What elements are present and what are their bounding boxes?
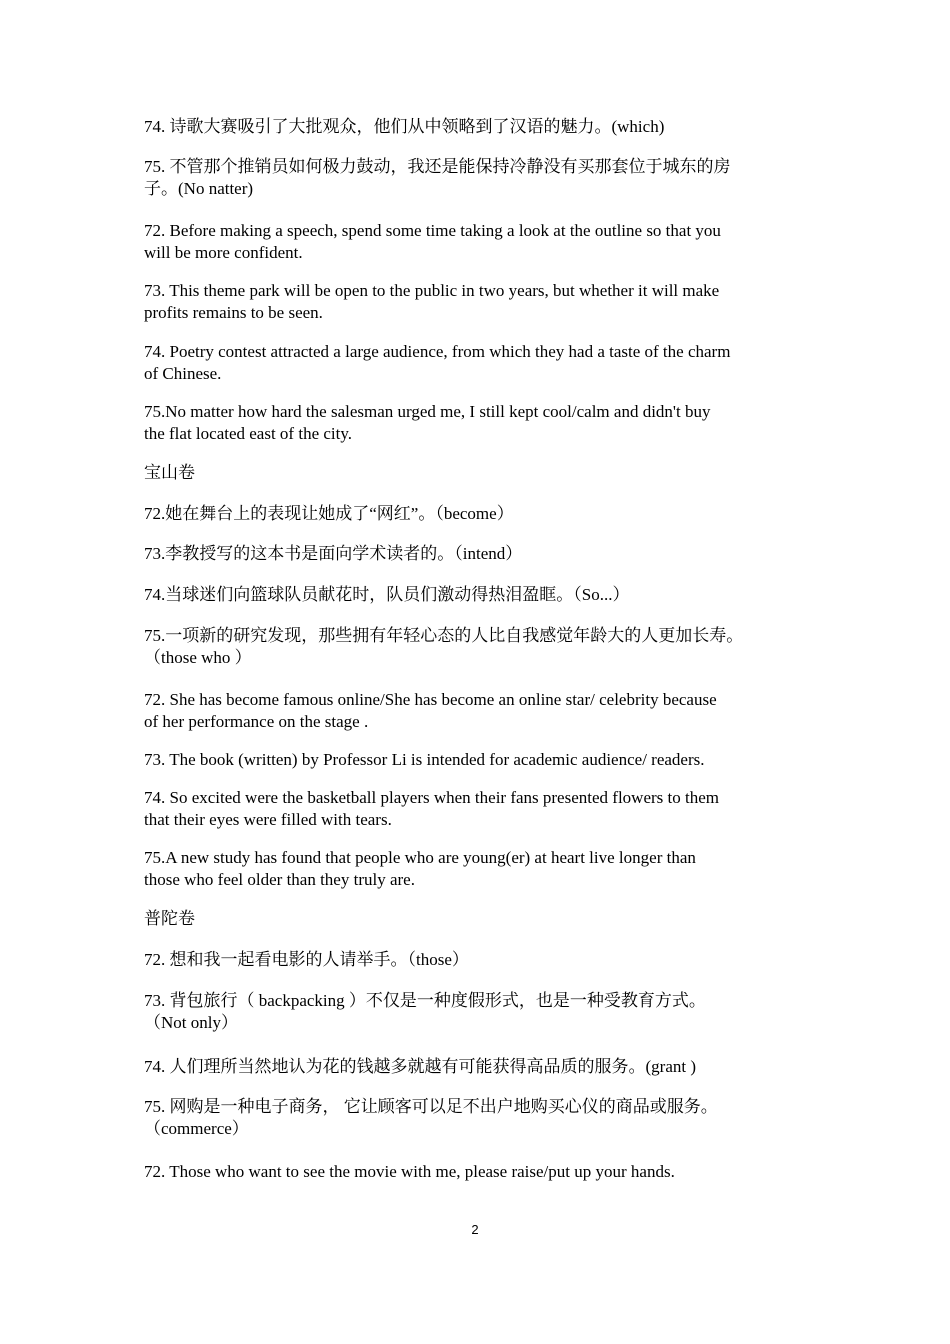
text-line: 73. This theme park will be open to the public in two years, but whether it will make bbox=[144, 281, 720, 300]
section-heading-baoshan bbox=[144, 462, 824, 484]
paragraph-answer-72-putuo bbox=[144, 1161, 824, 1183]
text-line: 75. 网购是一种电子商务， 它让顾客可以足不出户地购买心仪的商品或服务。 bbox=[144, 1097, 718, 1116]
text-line: that their eyes were filled with tears. bbox=[144, 810, 392, 829]
text-line: （those who ） bbox=[144, 648, 252, 667]
text-line: 72. Those who want to see the movie with me, please raise/put up your hands. bbox=[144, 1162, 675, 1181]
text-line: 72. 想和我一起看电影的人请举手。（those） bbox=[144, 950, 469, 969]
text-line: the flat located east of the city. bbox=[144, 424, 353, 443]
text-line: of Chinese. bbox=[144, 364, 222, 383]
section-heading-putuo bbox=[144, 908, 824, 930]
text-line: 75.No matter how hard the salesman urged me, I still kept cool/calm and didn't buy bbox=[144, 402, 711, 421]
text-line: those who feel older than they truly are. bbox=[144, 870, 415, 889]
text-line: 74. Poetry contest attracted a large audience, from which they had a taste of the charm bbox=[144, 342, 731, 361]
text-line: 74. 人们理所当然地认为花的钱越多就越有可能获得高品质的服务。(grant ) bbox=[144, 1057, 697, 1076]
text-line: 73. 背包旅行（ backpacking ）不仅是一种度假形式，也是一种受教育方式。 bbox=[144, 991, 706, 1010]
text-line: 74. So excited were the basketball players when their fans presented flowers to them bbox=[144, 788, 719, 807]
paragraph-chinese-74-so bbox=[144, 584, 824, 606]
text-line: 73.李教授写的这本书是面向学术读者的。（intend） bbox=[144, 544, 523, 563]
paragraph-chinese-75-those-who bbox=[144, 625, 824, 669]
text-line: 75.A new study has found that people who are young(er) at heart live longer than bbox=[144, 848, 696, 867]
paragraph-answer-73 bbox=[144, 280, 824, 324]
paragraph-chinese-74-grant bbox=[144, 1056, 824, 1078]
paragraph-answer-74-baoshan bbox=[144, 787, 824, 831]
paragraph-answer-75-baoshan bbox=[144, 847, 824, 891]
paragraph-chinese-72-become bbox=[144, 503, 824, 525]
text-line: 72. She has become famous online/She has become an online star/ celebrity because bbox=[144, 690, 717, 709]
paragraph-chinese-74-which bbox=[144, 116, 824, 138]
text-line: 宝山卷 bbox=[144, 463, 195, 482]
paragraph-answer-74 bbox=[144, 341, 824, 385]
text-line: 74.当球迷们向篮球队员献花时，队员们激动得热泪盈眶。（So...） bbox=[144, 585, 630, 604]
text-line: 72.她在舞台上的表现让她成了“网红”。（become） bbox=[144, 504, 514, 523]
text-line: 普陀卷 bbox=[144, 909, 195, 928]
text-line: 72. Before making a speech, spend some time taking a look at the outline so that you bbox=[144, 221, 721, 240]
paragraph-chinese-72-those bbox=[144, 949, 824, 971]
text-line: profits remains to be seen. bbox=[144, 303, 323, 322]
text-line: 子。(No natter) bbox=[144, 179, 254, 198]
paragraph-chinese-75-commerce bbox=[144, 1096, 824, 1140]
text-line: of her performance on the stage . bbox=[144, 712, 369, 731]
paragraph-answer-73-baoshan bbox=[144, 749, 824, 771]
text-line: 73. The book (written) by Professor Li is intended for academic audience/ readers. bbox=[144, 750, 705, 769]
text-line: 74. 诗歌大赛吸引了大批观众，他们从中领略到了汉语的魅力。(which) bbox=[144, 117, 665, 136]
paragraph-answer-72 bbox=[144, 220, 824, 264]
paragraph-chinese-75-no-matter bbox=[144, 156, 824, 200]
paragraph-answer-75 bbox=[144, 401, 824, 445]
text-line: （Not only） bbox=[144, 1013, 238, 1032]
text-line: （commerce） bbox=[144, 1119, 249, 1138]
text-line: will be more confident. bbox=[144, 243, 303, 262]
text-line: 75. 不管那个推销员如何极力鼓动，我还是能保持冷静没有买那套位于城东的房 bbox=[144, 157, 731, 176]
text-line: 75.一项新的研究发现，那些拥有年轻心态的人比自我感觉年龄大的人更加长寿。 bbox=[144, 626, 744, 645]
paragraph-chinese-73-intend bbox=[144, 543, 824, 565]
paragraph-chinese-73-not-only bbox=[144, 990, 824, 1034]
paragraph-answer-72-baoshan bbox=[144, 689, 824, 733]
page-number: 2 bbox=[471, 1222, 479, 1237]
